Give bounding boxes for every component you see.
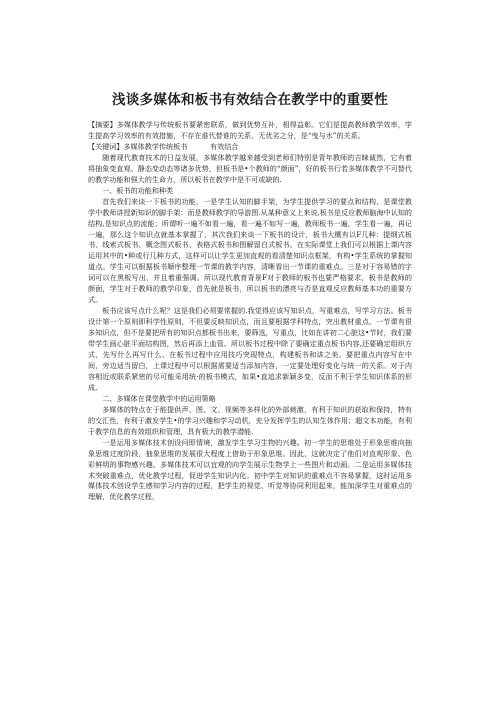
section-1-paragraph-1: 首先我们来谈一下板书的功能，一是学生认知的脚手架，为学生提供学习的要点和结构，是课堂教学中教师讲授新知识的脚手架：而是教师教学的导游图.从某种意义上来说,板书是反应教师脑海中认知的结构,是知识点的流能；所谓听一遍不如看一遍，看一遍不如写一遍，教师板书一遍，学生看一遍，再记一遍，那么这个知识点就基本掌握了，其次我们来谈一下板书的设计，板书大概有以F几种：提纲式板书、线索式板书、概念图式板书、表格式板书和图解留白式板书。在实际课堂上我们可以根据上课内容运用其中的•种或行几种方式，这样可以让学生更加直观的看清楚知识点框架，有构•学生系统的掌握知道点。学生可以根据板书顺序整理一节课的教学内容，清晰看出一节课的重难点。三是对于容易错的字词可以在黑板写出，并且着重强调。所以现代教育背景F对于教师的板书也要严格要求，板书是教师的颜面，学生对于教师的教学印象，首先就是板书，所以板书的漂亮与否是直观反应教师基本功的重要方式。: [88, 196, 412, 305]
keywords-tail: 有效结合: [210, 141, 239, 151]
abstract-paragraph: 【摘要】多媒体教学与传统板书要紧密联系，做到优势互补，相得益彰。它们是提高教师教学效率，学生提高学习效率的有效措施，不存在谁代替谁的关系，无优劣之分，是“曳与水”的关系。: [88, 120, 412, 140]
document-title: 浅谈多媒体和板书有效结合在教学中的重要性: [112, 92, 388, 108]
section-2-heading: 二、多媒体在课堂教学中的运用策略: [102, 393, 216, 403]
section-2-paragraph-2: 一是运用多媒体技术创设问即情境，激发学生学习生物的兴趣。初一学生的思维处于形象思维向抽象思维过度阶段，抽象思维的发展很大程度上借助于形象思维。因此，这就决定了他们对直观形象、色彩鲜明的事物感兴趣。多媒体技术可以宜观的向学生展示生物学上一些图片和动画。二是运用多媒体技术突破重难点，优化教学过程，促进学生知识内化。初中学生对知识的重难点不容易掌握，这时运用多媒体技术创设学生感知学习内容的过程，把学生的视觉、听觉等协同利用起来，能加深学生对重难点的理解，优化教学过程，: [88, 437, 412, 502]
section-2-paragraph-1: 多媒体的特点在于能提供声、图、文、视频等多样化的外部刺激，有利于知识的获取和保持，特有的交汇性，有利于激发学生•的学习兴趣和学习动机，充分发挥学生的认知生体作用；超文本功能，有利于教学信息的有效组织和管理，具有极大的教学潜能.: [88, 404, 412, 436]
keywords-label: 【关键词】多媒体教学传统板书: [88, 141, 188, 151]
keywords-line: [88, 142, 412, 153]
section-1-paragraph-2: 板书应该写点什么呢？这是我们必须要常握的.我觉得应该写知识点，写重难点，写学习方法。板书设计第一个原则即科学性原则，不但要反映知识点，而且要根据学科特点，突出教材重点。一节课有很多知识点，但不是要把所有的知识点都板书出来，要筛选，写重点，比如在讲初二心脏这•节时，我们要带学生画心脏平面结构图，然后再添上血管。所以板书过程中除了要确定重点板书内容,还要确定组织方式，先写什么再写什么、在板书过程中应用技巧突现特点，构建板书和讲之美。要把重点内容写在中间，旁边适当留白，上课过程中可以根据需要适当添加内容，一定要处理好变化与统一的关系。对于内容相近或联系紧密的尽可能采用统·的板书模式，如果•直追求新颖多变，反而不利于学生知识体系的形成.: [88, 306, 412, 392]
intro-paragraph: 随着现代教育技术的日益发展，多媒体教学越来越受到老师们特别是青年教师的吉睐诚然，它有着将抽象变直观、静态变动态等诸多优势，但板书是•个教师的“颜面”，好的板书行若多媒体教学不可替代的教学功能和强大的生命力，所以板书在教学中是不可或缺的.: [88, 152, 412, 184]
document-body: [88, 120, 412, 503]
section-1-heading: 一、板书的功能和种类: [102, 185, 174, 195]
